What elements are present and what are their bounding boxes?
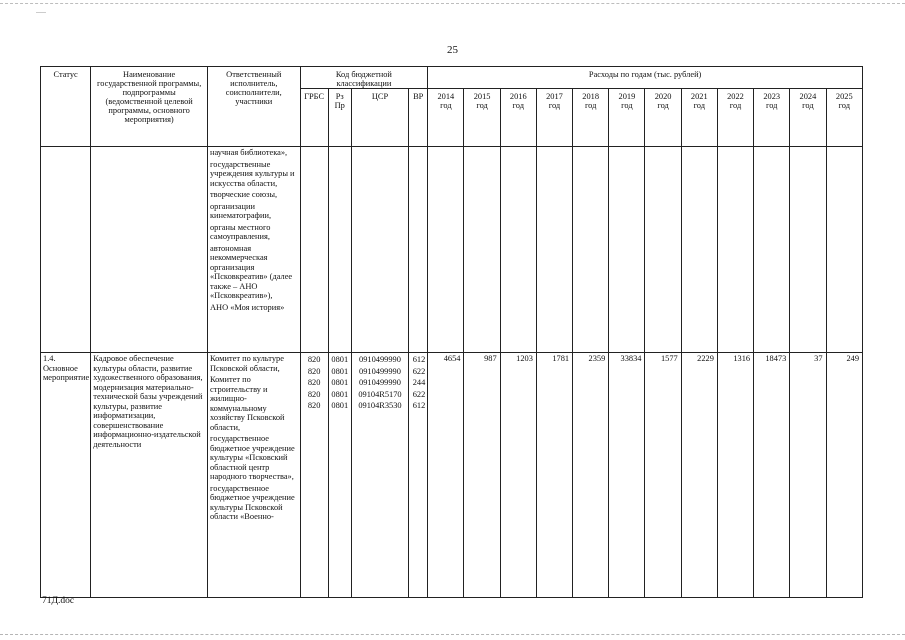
vr-code: 244 [412,378,426,387]
year-value: 2024 [799,92,817,101]
year-value: 2018 [582,92,600,101]
amount-cell-2022 [717,353,753,598]
year-suffix: год [621,101,633,110]
header-year-label [428,89,463,110]
responsible-entry: органы местного самоуправления, [209,222,271,241]
amount-value: 1781 [552,354,570,363]
amount-cell-2018 [573,353,609,598]
cont-grbs-cell [300,147,328,353]
cont-csr-cell [351,147,408,353]
header-status: Статус [41,67,91,147]
cont-amount-2019 [609,147,645,353]
amount-value: 249 [846,354,859,363]
amount-cell-2020 [645,353,681,598]
year-value: 2017 [546,92,563,101]
responsible-entry: автономная некоммерческая организация «Псковкреатив» (далее также – АНО «Псковкреатив»), [209,243,293,300]
scan-edge-top [0,3,905,4]
csr-code: 0910499990 [359,366,401,376]
cont-amount-2017 [536,147,572,353]
header-year-label [464,89,499,110]
cont-amount-2016 [500,147,536,353]
header-year-2019 [609,89,645,147]
header-year-label [573,89,608,110]
header-year-label [682,89,717,110]
amount-value: 1577 [660,354,678,363]
amount-value: 1203 [516,354,533,363]
header-year-label [790,89,825,110]
csr-cell [351,353,408,598]
responsible-entry: государственное бюджетное учреждение культуры «Псковский областной центр народного творчества», [209,434,295,481]
cont-amount-2018 [573,147,609,353]
year-suffix: год [584,101,597,110]
header-year-2014 [428,89,464,147]
year-suffix: год [476,101,488,110]
year-suffix: год [802,101,814,110]
grbs-code: 820 [307,355,321,364]
cont-amount-2023 [754,147,790,353]
rz-pr-code: 0801 [331,378,349,387]
amount-cell-2016 [500,353,536,598]
status-text: 1.4. Основное мероприятие [43,354,90,382]
csr-code: 0910499990 [359,355,401,364]
header-year-2017 [536,89,572,147]
amount-cell-2019 [609,353,645,598]
scan-mark [36,12,46,13]
cont-amount-2025 [826,147,863,353]
header-program-name: Наименование государственной программы, подпрограммы (ведомственной целевой программы, основного мероприятия) [91,67,208,147]
responsible-entry: Комитет по культуре Псковской области, [209,354,284,373]
year-value: 2022 [727,92,744,101]
responsible-entry: АНО «Моя история» [209,302,285,312]
scan-edge-bottom [0,634,905,635]
amount-value: 4654 [443,354,461,363]
year-value: 2021 [690,92,708,101]
cont-amount-2021 [681,147,717,353]
footer-filename: 71Д.doc [42,596,75,606]
year-suffix: год [729,101,742,110]
grbs-code: 820 [307,366,321,376]
year-suffix: год [838,101,850,110]
grbs-cell [300,353,328,598]
csr-code: 09104R3530 [358,401,402,410]
amount-value: 18473 [765,354,787,363]
year-value: 2014 [437,92,455,101]
cont-amount-2015 [464,147,500,353]
status-cell [41,353,91,598]
amount-cell-2024 [790,353,826,598]
vr-code: 612 [412,355,426,364]
year-value: 2015 [473,92,491,101]
grbs-code: 820 [307,378,321,387]
header-grbs: ГРБС [300,89,328,147]
cont-amount-2020 [645,147,681,353]
amount-value: 37 [814,354,823,363]
header-rz-pr: Рз Пр [328,89,351,147]
amount-value: 1316 [733,354,751,363]
header-budget-code: Код бюджетной классификации [300,67,428,89]
header-vr: ВР [409,89,428,147]
header-expenses: Расходы по годам (тыс. рублей) [428,67,863,89]
vr-code: 622 [412,366,426,376]
header-year-2023 [754,89,790,147]
responsible-entry: творческие союзы, [209,190,278,199]
year-suffix: год [548,101,561,110]
amount-cell-2023 [754,353,790,598]
vr-code: 612 [412,401,426,410]
year-value: 2023 [763,92,781,101]
year-value: 2020 [654,92,672,101]
header-csr: ЦСР [351,89,408,147]
continuation-row [41,147,863,353]
responsible-entry: Комитет по строительству и жилищно-коммунальному хозяйству Псковской области, [209,375,285,432]
year-suffix: год [693,101,705,110]
header-year-2024 [790,89,826,147]
rz-pr-code: 0801 [331,401,349,410]
csr-code: 0910499990 [359,378,401,387]
program-name-cell [91,353,208,598]
csr-code: 09104R5170 [358,389,402,399]
responsible-entry: научная библиотека», [209,148,288,157]
amount-cell-2014 [428,353,464,598]
page-number: 25 [447,44,458,56]
header-year-label [501,89,536,110]
rz-pr-code: 0801 [331,355,349,364]
rz-cell [328,353,351,598]
amount-cell-2017 [536,353,572,598]
cont-responsible-cell [207,147,300,353]
vr-code: 622 [412,389,426,399]
header-year-label [537,89,572,110]
cont-amount-2022 [717,147,753,353]
header-responsible: Ответственный исполнитель, соисполнители, участники [207,67,300,147]
header-year-2021 [681,89,717,147]
cont-amount-2024 [790,147,826,353]
header-year-2018 [573,89,609,147]
vr-cell [409,353,428,598]
grbs-code: 820 [307,389,321,399]
header-year-label [827,89,863,110]
header-year-2025 [826,89,863,147]
cont-status-cell [41,147,91,353]
amount-cell-2021 [681,353,717,598]
responsible-entry: государственные учреждения культуры и искусства области, [209,159,295,188]
year-value: 2025 [835,92,853,101]
header-year-2016 [500,89,536,147]
cont-amount-2014 [428,147,464,353]
year-value: 2016 [509,92,527,101]
amount-value: 2359 [588,354,606,363]
amount-value: 33834 [620,354,642,363]
header-year-label [609,89,644,110]
year-suffix: год [440,101,452,110]
cont-name-cell [91,147,208,353]
year-value: 2019 [618,92,636,101]
main-row [41,353,863,598]
responsible-entry: организации кинематографии, [209,201,272,220]
header-year-label [645,89,680,110]
grbs-code: 820 [307,401,321,410]
year-suffix: год [765,101,778,110]
rz-pr-code: 0801 [331,389,349,399]
header-year-2022 [717,89,753,147]
rz-pr-code: 0801 [331,366,349,376]
cont-rz-cell [328,147,351,353]
year-suffix: год [512,101,524,110]
responsible-entry: государственное бюджетное учреждение культуры Псковской области «Военно- [209,483,295,521]
amount-value: 2229 [697,354,714,363]
header-year-2015 [464,89,500,147]
header-year-label [718,89,753,110]
budget-table [40,66,863,598]
amount-cell-2015 [464,353,500,598]
program-name-text: Кадровое обеспечение культуры области, развитие художественного образования, модернизация материально-технической базы учреждений культуры, развитие информатизации, совершенствование информационно-издательской деятельности [93,354,203,449]
header-year-2020 [645,89,681,147]
header-row-1 [41,67,863,89]
amount-value: 987 [484,354,497,363]
amount-cell-2025 [826,353,863,598]
cont-vr-cell [409,147,428,353]
header-year-label [754,89,789,110]
responsible-cell [207,353,300,598]
year-suffix: год [657,101,669,110]
